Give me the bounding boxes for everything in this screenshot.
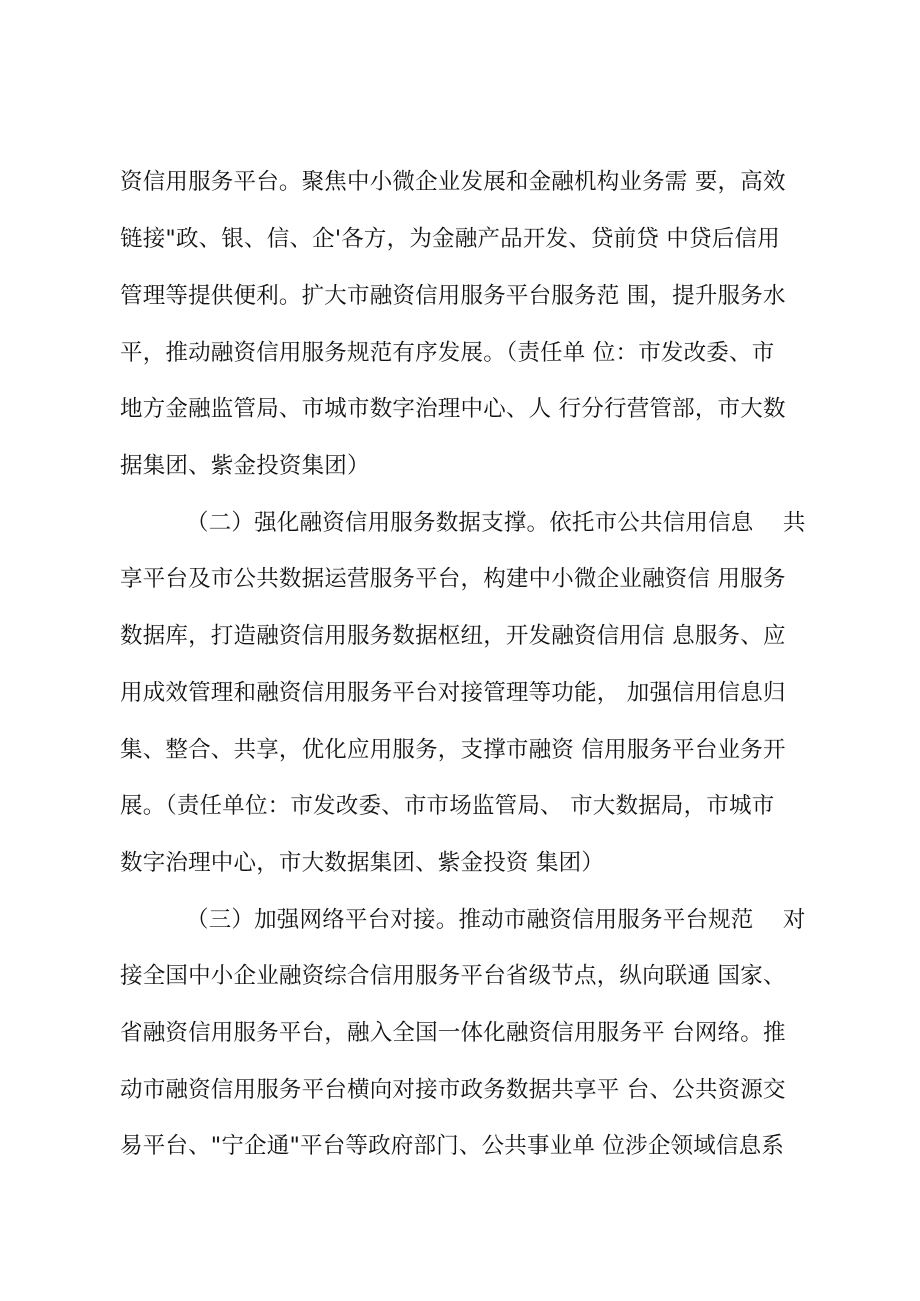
paragraph-2-line-4: 用成效管理和融资信用服务平台对接管理等功能， 加强信用信息归 <box>120 680 786 706</box>
paragraph-1-line-6: 据集团、紫金投资集团） <box>120 453 370 479</box>
paragraph-1-line-3: 管理等提供便利。扩大市融资信用服务平台服务范 围，提升服务水 <box>120 283 786 309</box>
paragraph-1-line-4: 平，推动融资信用服务规范有序发展。（责任单 位：市发改委、市 <box>120 340 775 366</box>
paragraph-2-line-7: 数字治理中心，市大数据集团、紫金投资 集团） <box>120 850 605 876</box>
paragraph-3-line-1: （三）加强网络平台对接。推动市融资信用服务平台规范 对 <box>186 907 806 933</box>
paragraph-3-line-2: 接全国中小企业融资综合信用服务平台省级节点，纵向联通 国家、 <box>120 963 786 989</box>
paragraph-2-line-5: 集、整合、共享，优化应用服务，支撑市融资 信用服务平台业务开 <box>120 737 786 763</box>
paragraph-3-line-3: 省融资信用服务平台，融入全国一体化融资信用服务平 台网络。推 <box>120 1020 786 1046</box>
paragraph-2-line-1: （二）强化融资信用服务数据支撑。依托市公共信用信息 共 <box>186 510 806 536</box>
paragraph-1-line-1: 资信用服务平台。聚焦中小微企业发展和金融机构业务需 要，高效 <box>120 169 786 195</box>
paragraph-2-line-2: 享平台及市公共数据运营服务平台，构建中小微企业融资信 用服务 <box>120 566 786 592</box>
paragraph-1-line-5: 地方金融监管局、市城市数字治理中心、人 行分行营管部，市大数 <box>120 396 786 422</box>
paragraph-2-line-6: 展。（责任单位：市发改委、市市场监管局、 市大数据局，市城市 <box>120 793 775 819</box>
paragraph-3-line-4: 动市融资信用服务平台横向对接市政务数据共享平 台、公共资源交 <box>120 1077 786 1103</box>
paragraph-1-line-2: 链接"政、银、信、企'各方，为金融产品开发、贷前贷 中贷后信用 <box>120 226 780 252</box>
paragraph-3-line-5: 易平台、"宁企通"平台等政府部门、公共事业单 位涉企领域信息系 <box>120 1133 785 1159</box>
paragraph-2-line-3: 数据库，打造融资信用服务数据枢纽，开发融资信用信 息服务、应 <box>120 623 786 649</box>
